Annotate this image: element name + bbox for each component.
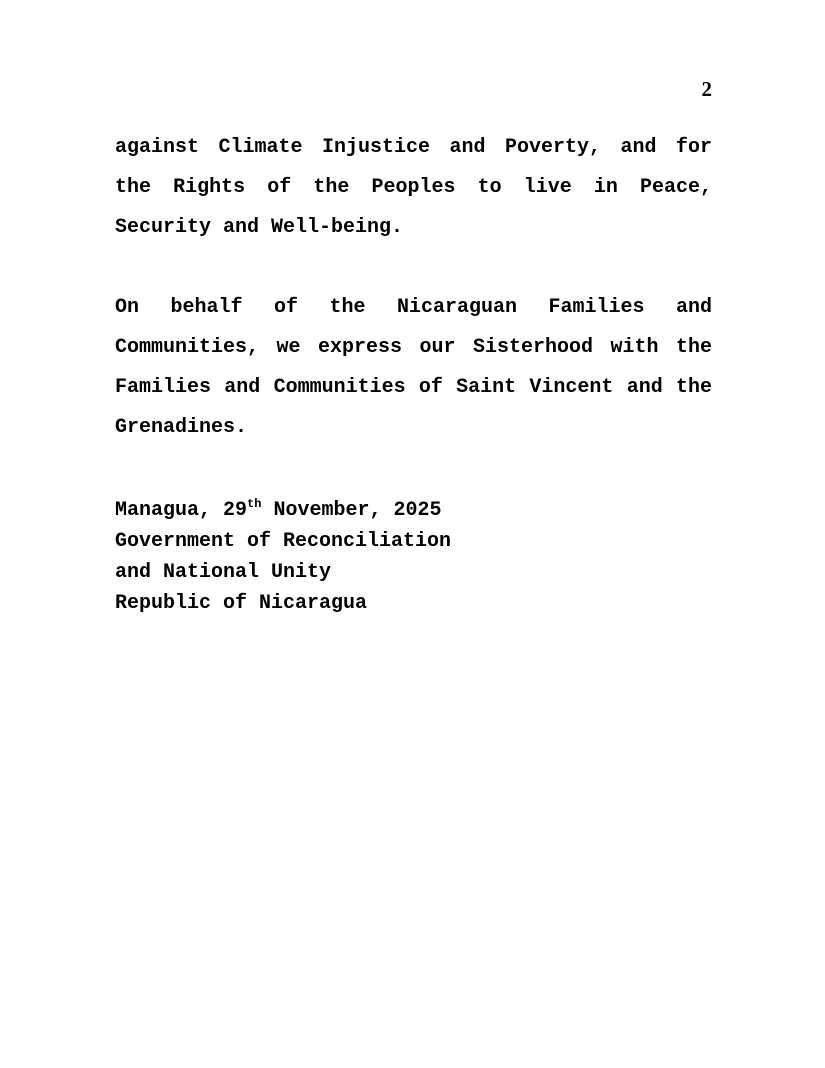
date-place: Managua, 29 (115, 499, 248, 522)
paragraph-text: On behalf of the Nicaraguan Families and Communities, we express our Sisterhood with the Families and Communities of Saint Vincent and the Grenadines. (115, 296, 712, 439)
government-line: Government of Reconciliation (115, 530, 452, 553)
republic-line: Republic of Nicaragua (115, 592, 368, 615)
date-rest: November, 2025 (261, 499, 442, 522)
paragraph-text: against Climate Injustice and Poverty, and for the Rights of the Peoples to live in Peace, Security and Well-being. (115, 136, 712, 239)
body-paragraph-1 (115, 128, 712, 248)
date-ordinal-suffix: th (247, 497, 262, 511)
page-number: 2 (701, 77, 712, 101)
signature-block (115, 495, 712, 619)
body-paragraph-2 (115, 288, 712, 448)
date-line (115, 495, 712, 526)
government-line-2: and National Unity (115, 561, 332, 584)
